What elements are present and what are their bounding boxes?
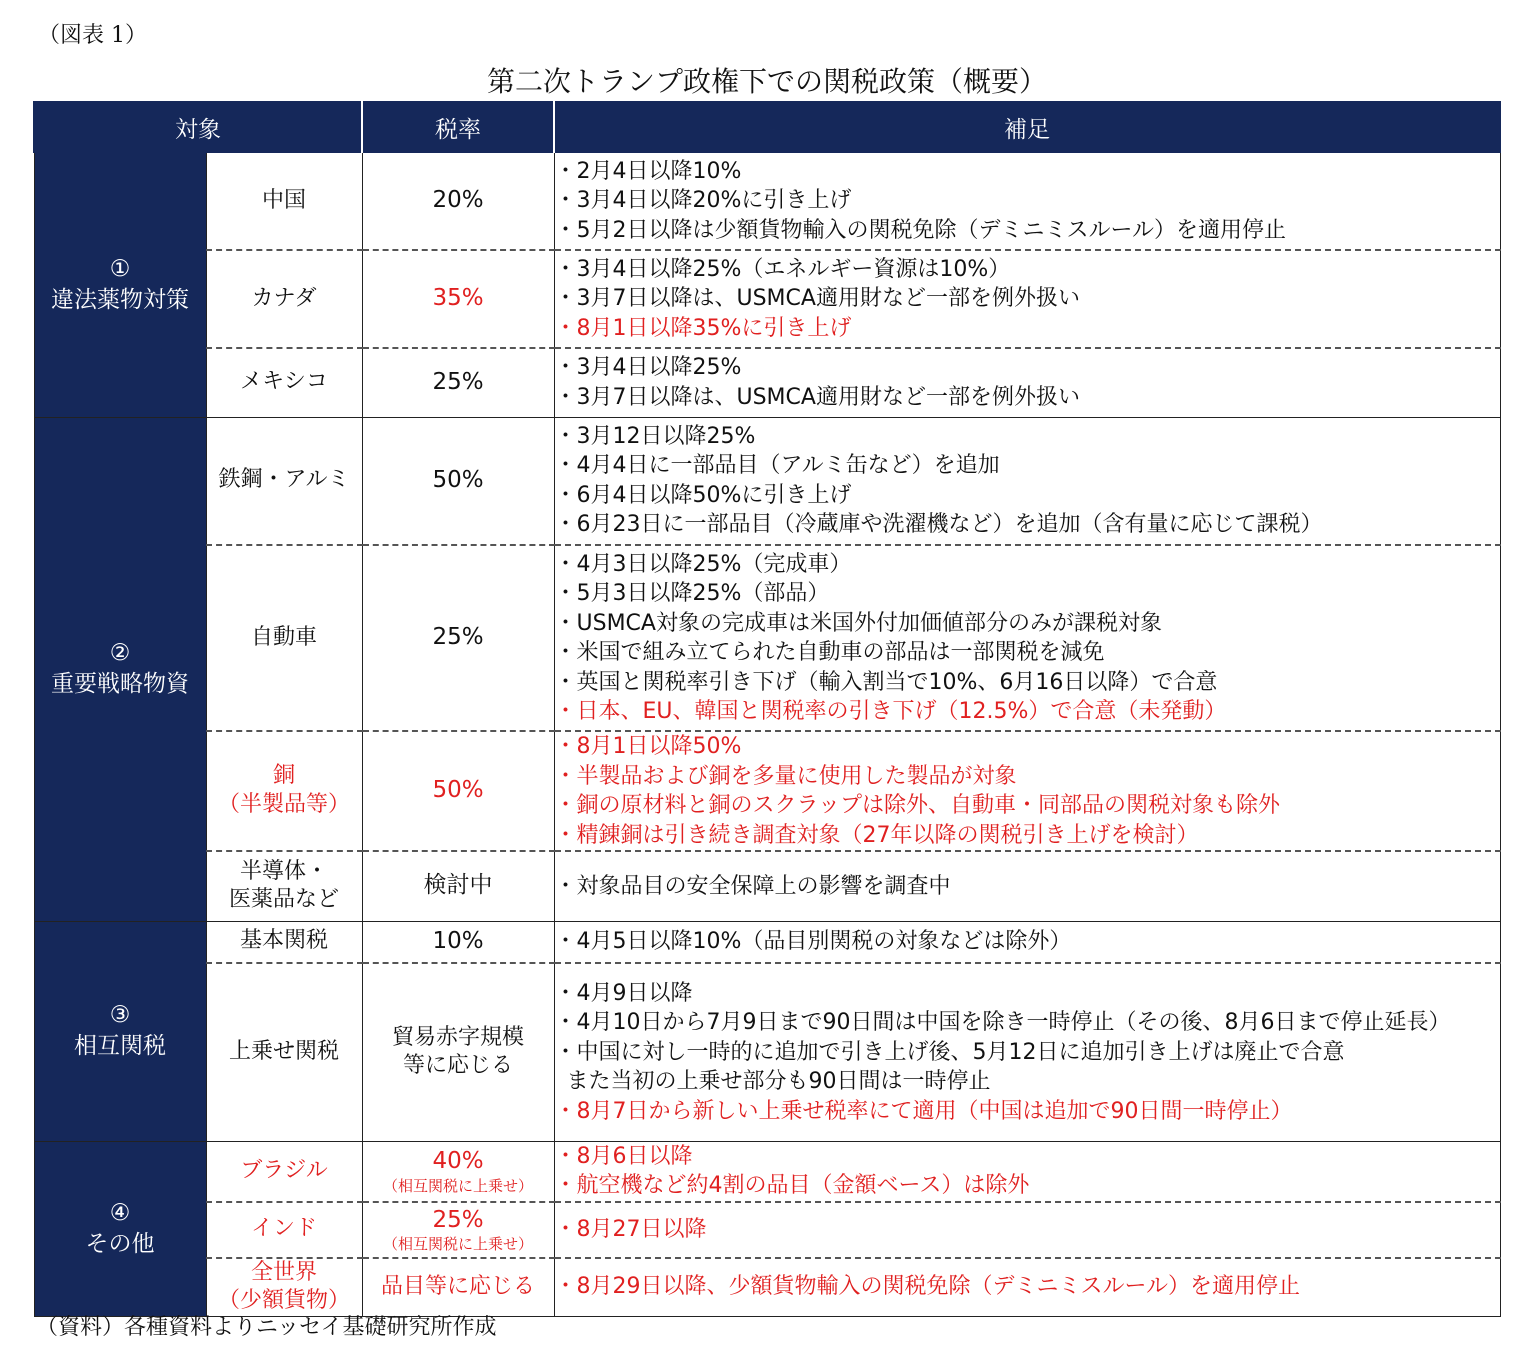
rate-cell: 10% [362,921,554,963]
item-cell: 上乗せ関税 [206,963,362,1141]
rate-cell: 40% （相互関税に上乗せ） [362,1141,554,1202]
notes-cell: ・4月3日以降25%（完成車） ・5月3日以降25%（部品） ・USMCA対象の完成車は米国外付加価値部分のみが課税対象 ・米国で組み立てられた自動車の部品は一部関税を減免 ・英国と関税率引き下げ（輸入割当で10%、6月16日以降）で合意 ・日本、EU、韓国と関税率の引き下げ（12.5%）で合意（未発動） [554,545,1500,731]
header-target: 対象 [34,102,362,152]
group-label-4: ④ その他 [34,1141,206,1316]
header-rate: 税率 [362,102,554,152]
item-cell: ブラジル [206,1141,362,1202]
item-cell: メキシコ [206,348,362,417]
table-row [34,921,1500,963]
page-title: 第二次トランプ政権下での関税政策（概要） [486,65,1047,98]
table-row [34,963,1500,1141]
item-cell: 自動車 [206,545,362,731]
table-row [34,545,1500,731]
item-cell: 中国 [206,152,362,250]
table-row [34,250,1500,348]
group-label-3: ③ 相互関税 [34,921,206,1141]
rate-cell: 検討中 [362,851,554,921]
rate-cell: 25% [362,348,554,417]
rate-cell: 25% [362,545,554,731]
item-cell: 基本関税 [206,921,362,963]
rate-cell: 50% [362,731,554,851]
table-row [34,1258,1500,1317]
rate-cell: 品目等に応じる [362,1258,554,1317]
header-notes: 補足 [554,102,1500,152]
notes-cell: ・4月5日以降10%（品目別関税の対象などは除外） [554,921,1500,963]
group-label-2: ② 重要戦略物資 [34,417,206,921]
group-label-1: ① 違法薬物対策 [34,152,206,417]
item-cell: インド [206,1202,362,1258]
item-cell: 鉄鋼・アルミ [206,417,362,545]
notes-cell: ・3月4日以降25%（エネルギー資源は10%） ・3月7日以降は、USMCA適用財など一部を例外扱い ・8月1日以降35%に引き上げ [554,250,1500,348]
notes-cell: ・2月4日以降10% ・3月4日以降20%に引き上げ ・5月2日以降は少額貨物輸入の関税免除（デミニミスルール）を適用停止 [554,152,1500,250]
table-row [34,851,1500,921]
table-row [34,1141,1500,1202]
table-header-row [34,102,1500,152]
table-row [34,1202,1500,1258]
notes-cell: ・8月1日以降50% ・半製品および銅を多量に使用した製品が対象 ・銅の原材料と銅のスクラップは除外、自動車・同部品の関税対象も除外 ・精錬銅は引き続き調査対象（27年以降の関税引き上げを検討） [554,731,1500,851]
notes-cell: ・3月12日以降25% ・4月4日に一部品目（アルミ缶など）を追加 ・6月4日以降50%に引き上げ ・6月23日に一部品目（冷蔵庫や洗濯機など）を追加（含有量に応じて課税） [554,417,1500,545]
rate-cell: 25% （相互関税に上乗せ） [362,1202,554,1258]
notes-cell: ・4月9日以降 ・4月10日から7月9日まで90日間は中国を除き一時停止（その後、8月6日まで停止延長） ・中国に対し一時的に追加で引き上げ後、5月12日に追加引き上げは廃止で合意 また当初の上乗せ部分も90日間は一時停止 ・8月7日から新しい上乗せ税率にて適用（中国は追加で90日間一時停止） [554,963,1500,1141]
item-cell: カナダ [206,250,362,348]
tariff-table [33,101,1501,1317]
table-row [34,731,1500,851]
notes-cell: ・3月4日以降25% ・3月7日以降は、USMCA適用財など一部を例外扱い [554,348,1500,417]
notes-cell: ・対象品目の安全保障上の影響を調査中 [554,851,1500,921]
table-row [34,417,1500,545]
table-row [34,348,1500,417]
notes-cell: ・8月6日以降 ・航空機など約4割の品目（金額ベース）は除外 [554,1141,1500,1202]
notes-cell: ・8月29日以降、少額貨物輸入の関税免除（デミニミスルール）を適用停止 [554,1258,1500,1317]
source-note: （資料）各種資料よりニッセイ基礎研究所作成 [36,1315,497,1340]
rate-cell: 貿易赤字規模 等に応じる [362,963,554,1141]
item-cell: 半導体・ 医薬品など [206,851,362,921]
rate-cell: 20% [362,152,554,250]
item-cell: 全世界 （少額貨物） [206,1258,362,1317]
item-cell: 銅 （半製品等） [206,731,362,851]
table-row [34,152,1500,250]
rate-cell: 35% [362,250,554,348]
rate-cell: 50% [362,417,554,545]
notes-cell: ・8月27日以降 [554,1202,1500,1258]
figure-label: （図表 1） [38,23,147,48]
